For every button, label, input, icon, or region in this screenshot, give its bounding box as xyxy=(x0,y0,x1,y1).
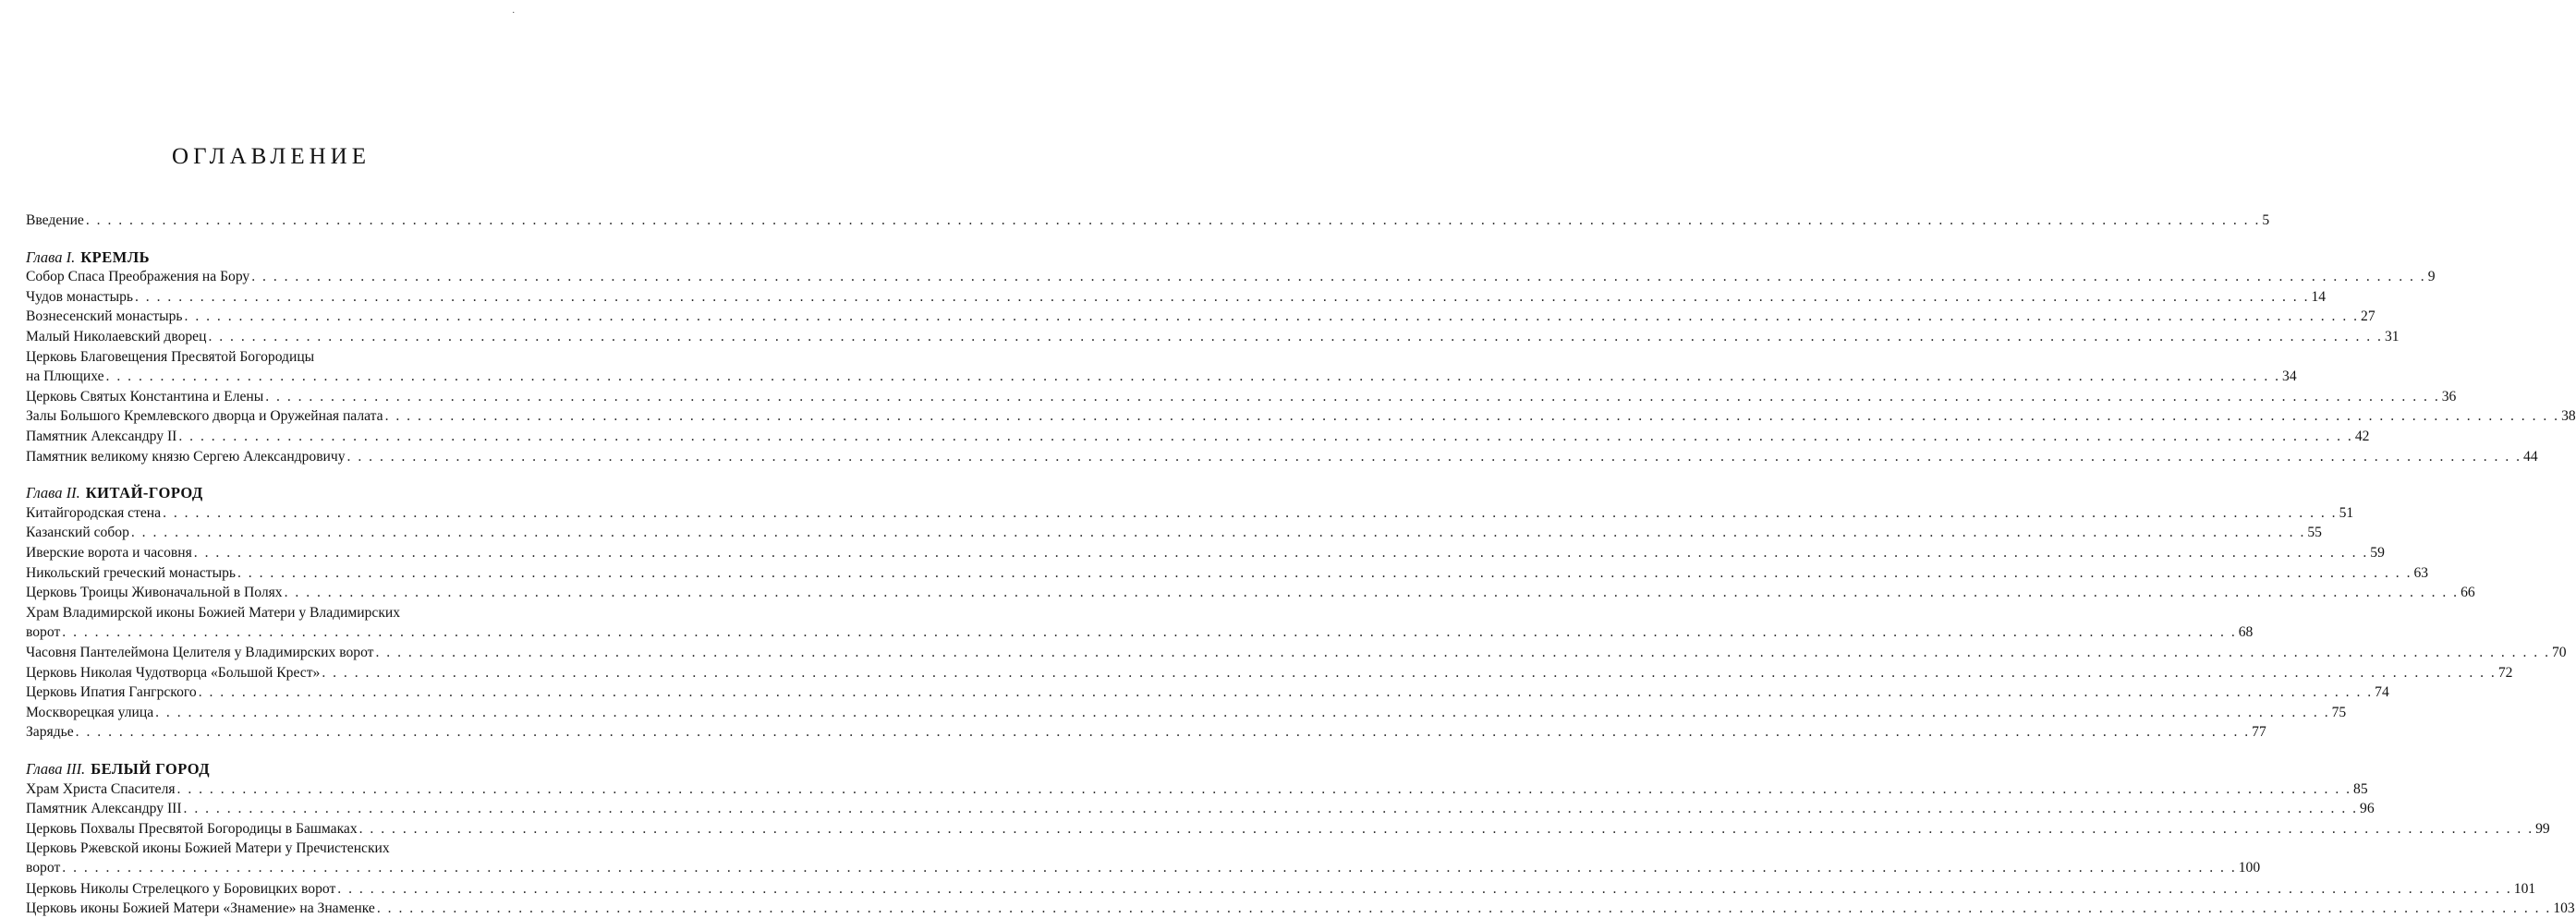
toc-entry-title-line: Церковь Благовещения Пресвятой Богородицы xyxy=(26,348,315,365)
toc-entry-title-line: Церковь Ржевской иконы Божией Матери у Пречистенских xyxy=(26,840,390,857)
chapter-name: КРЕМЛЬ xyxy=(80,248,151,266)
toc-entry-title: Церковь Святых Константина и Елены xyxy=(26,388,264,405)
dot-leader: . . . . . . . . . . . . . . . . . . . . . . . . . . . . . . . . . . . . . . . . . . . . . . . . . . . . . . . . . . . . . . . . . . . . . . . . . . . . . . . . . . . . . . . . . . . . . . . . . . . . . . . . . . . . . . . . . . . . . . . . . . . . . . . . . . . . . . . . . . . . . . . . . . . . . . . . . . . . . . . . . . . . . . . . . . . . . . . . . . . . . . . . . . . . . . . . . . . . . . . . xyxy=(183,801,2359,817)
dot-leader: . . . . . . . . . . . . . . . . . . . . . . . . . . . . . . . . . . . . . . . . . . . . . . . . . . . . . . . . . . . . . . . . . . . . . . . . . . . . . . . . . . . . . . . . . . . . . . . . . . . . . . . . . . . . . . . . . . . . . . . . . . . . . . . . . . . . . . . . . . . . . . . . . . . . . . . . . . . . . . . . . . . . . . . . . . . . . . . . . . . . . . . . . . . . . . . . . . . . . . . . xyxy=(265,388,2440,405)
toc-entry-row xyxy=(26,663,2513,682)
toc-entry[interactable] xyxy=(26,603,2254,642)
toc-entry[interactable] xyxy=(26,643,2567,662)
toc-entry[interactable] xyxy=(26,703,2347,722)
dot-leader: . . . . . . . . . . . . . . . . . . . . . . . . . . . . . . . . . . . . . . . . . . . . . . . . . . . . . . . . . . . . . . . . . . . . . . . . . . . . . . . . . . . . . . . . . . . . . . . . . . . . . . . . . . . . . . . . . . . . . . . . . . . . . . . . . . . . . . . . . . . . . . . . . . . . . . . . . . . . . . . . . . . . . . . . . . . . . . . . . . . . . . . . . . . . . . . . . . . . . . . . xyxy=(208,329,2383,344)
toc-entry[interactable] xyxy=(26,722,2266,742)
toc-entry-row xyxy=(26,287,2327,307)
toc-entry-title: Казанский собор xyxy=(26,525,129,541)
toc-entry-page-number: 70 xyxy=(2551,645,2567,660)
toc-entry-row xyxy=(26,703,2347,722)
toc-entry-page-number: 5 xyxy=(2262,212,2270,228)
toc-entry-row xyxy=(26,543,2385,562)
toc-entry-row xyxy=(26,523,2322,542)
toc-entry[interactable] xyxy=(26,307,2376,326)
toc-entry-page-number: 42 xyxy=(2354,429,2370,444)
dot-leader: . . . . . . . . . . . . . . . . . . . . . . . . . . . . . . . . . . . . . . . . . . . . . . . . . . . . . . . . . . . . . . . . . . . . . . . . . . . . . . . . . . . . . . . . . . . . . . . . . . . . . . . . . . . . . . . . . . . . . . . . . . . . . . . . . . . . . . . . . . . . . . . . . . . . . . . . . . . . . . . . . . . . . . . . . . . . . . . . . . . . . . . . . . . . . . . . . . . . . . . . xyxy=(251,269,2426,285)
dot-leader: . . . . . . . . . . . . . . . . . . . . . . . . . . . . . . . . . . . . . . . . . . . . . . . . . . . . . . . . . . . . . . . . . . . . . . . . . . . . . . . . . . . . . . . . . . . . . . . . . . . . . . . . . . . . . . . . . . . . . . . . . . . . . . . . . . . . . . . . . . . . . . . . . . . . . . . . . . . . . . . . . . . . . . . . . . . . . . . . . . . . . . . . . . . . . . . . . . . . . . . . xyxy=(237,564,2412,581)
toc-entry-title: Церковь Ипатия Гангрского xyxy=(26,684,197,701)
toc-entry-row xyxy=(26,622,2254,642)
chapter-number: Глава II. xyxy=(26,484,80,502)
chapter-name: КИТАЙ-ГОРОД xyxy=(85,484,203,502)
toc-entry-row xyxy=(26,503,2354,523)
toc-entry-title: ворот xyxy=(26,860,61,876)
toc-entry-row xyxy=(26,682,2389,702)
dot-leader: . . . . . . . . . . . . . . . . . . . . . . . . . . . . . . . . . . . . . . . . . . . . . . . . . . . . . . . . . . . . . . . . . . . . . . . . . . . . . . . . . . . . . . . . . . . . . . . . . . . . . . . . . . . . . . . . . . . . . . . . . . . . . . . . . . . . . . . . . . . . . . . . . . . . . . . . . . . . . . . . . . . . . . . . . . . . . . . . . . . . . . . . . . . . . . . . . . . . . . . . xyxy=(184,308,2360,325)
dot-leader: . . . . . . . . . . . . . . . . . . . . . . . . . . . . . . . . . . . . . . . . . . . . . . . . . . . . . . . . . . . . . . . . . . . . . . . . . . . . . . . . . . . . . . . . . . . . . . . . . . . . . . . . . . . . . . . . . . . . . . . . . . . . . . . . . . . . . . . . . . . . . . . . . . . . . . . . . . . . . . . . . . . . . . . . . . . . . . . . . . . . . . . . . . . . . . . . . . . . . . . . xyxy=(176,780,2352,797)
toc-entry-row xyxy=(26,267,2436,286)
toc-entry-title: Москворецкая улица xyxy=(26,704,154,720)
toc-entry-title: Зарядье xyxy=(26,724,74,741)
toc-entry-page-number: 31 xyxy=(2384,329,2400,344)
toc-entry[interactable] xyxy=(26,819,2550,839)
toc-entry-title: Церковь Николая Чудотворца «Большой Крест» xyxy=(26,664,321,681)
toc-entry-page-number: 27 xyxy=(2361,308,2376,325)
toc-entry-page-number: 55 xyxy=(2307,525,2322,541)
toc-entry-title: Чудов монастырь xyxy=(26,288,133,305)
toc-entry[interactable] xyxy=(26,839,2261,877)
toc-entry-title-line: Храм Владимирской иконы Божией Матери у Владимирских xyxy=(26,604,401,621)
toc-entry[interactable] xyxy=(26,543,2385,562)
toc-entry-title: на Плющихе xyxy=(26,368,104,384)
toc-entry-row xyxy=(26,899,2575,918)
page-mark: . xyxy=(512,6,515,16)
dot-leader: . . . . . . . . . . . . . . . . . . . . . . . . . . . . . . . . . . . . . . . . . . . . . . . . . . . . . . . . . . . . . . . . . . . . . . . . . . . . . . . . . . . . . . . . . . . . . . . . . . . . . . . . . . . . . . . . . . . . . . . . . . . . . . . . . . . . . . . . . . . . . . . . . . . . . . . . . . . . . . . . . . . . . . . . . . . . . . . . . . . . . . . . . . . . . . . . . . . . . . . . xyxy=(346,448,2522,465)
dot-leader: . . . . . . . . . . . . . . . . . . . . . . . . . . . . . . . . . . . . . . . . . . . . . . . . . . . . . . . . . . . . . . . . . . . . . . . . . . . . . . . . . . . . . . . . . . . . . . . . . . . . . . . . . . . . . . . . . . . . . . . . . . . . . . . . . . . . . . . . . . . . . . . . . . . . . . . . . . . . . . . . . . . . . . . . . . . . . . . . . . . . . . . . . . . . . . . . . . . . . . . . xyxy=(85,212,2261,228)
toc-entry-title: Никольский греческий монастырь xyxy=(26,564,236,581)
toc-entry-page-number: 44 xyxy=(2523,448,2538,465)
toc-entry-row xyxy=(26,447,2538,466)
dot-leader: . . . . . . . . . . . . . . . . . . . . . . . . . . . . . . . . . . . . . . . . . . . . . . . . . . . . . . . . . . . . . . . . . . . . . . . . . . . . . . . . . . . . . . . . . . . . . . . . . . . . . . . . . . . . . . . . . . . . . . . . . . . . . . . . . . . . . . . . . . . . . . . . . . . . . . . . . . . . . . . . . . . . . . . . . . . . . . . . . . . . . . . . . . . . . . . . . . . . . . . . xyxy=(337,880,2512,897)
toc-entry-page-number: 100 xyxy=(2238,860,2261,876)
dot-leader: . . . . . . . . . . . . . . . . . . . . . . . . . . . . . . . . . . . . . . . . . . . . . . . . . . . . . . . . . . . . . . . . . . . . . . . . . . . . . . . . . . . . . . . . . . . . . . . . . . . . . . . . . . . . . . . . . . . . . . . . . . . . . . . . . . . . . . . . . . . . . . . . . . . . . . . . . . . . . . . . . . . . . . . . . . . . . . . . . . . . . . . . . . . . . . . . . . . . . . . . xyxy=(105,368,2281,384)
toc-entry-page-number: 38 xyxy=(2561,408,2576,425)
toc-entry[interactable] xyxy=(26,879,2536,899)
toc-entry-row xyxy=(26,583,2475,602)
toc-entry-page-number: 85 xyxy=(2353,780,2368,797)
toc-entry-title: Церковь Похвалы Пресвятой Богородицы в Башмаках xyxy=(26,820,358,837)
toc-entry[interactable] xyxy=(26,287,2327,307)
chapter-heading[interactable] xyxy=(26,759,517,779)
dot-leader: . . . . . . . . . . . . . . . . . . . . . . . . . . . . . . . . . . . . . . . . . . . . . . . . . . . . . . . . . . . . . . . . . . . . . . . . . . . . . . . . . . . . . . . . . . . . . . . . . . . . . . . . . . . . . . . . . . . . . . . . . . . . . . . . . . . . . . . . . . . . . . . . . . . . . . . . . . . . . . . . . . . . . . . . . . . . . . . . . . . . . . . . . . . . . . . . . . . . . . . . xyxy=(376,900,2552,917)
toc-entry[interactable] xyxy=(26,523,2322,542)
dot-leader: . . . . . . . . . . . . . . . . . . . . . . . . . . . . . . . . . . . . . . . . . . . . . . . . . . . . . . . . . . . . . . . . . . . . . . . . . . . . . . . . . . . . . . . . . . . . . . . . . . . . . . . . . . . . . . . . . . . . . . . . . . . . . . . . . . . . . . . . . . . . . . . . . . . . . . . . . . . . . . . . . . . . . . . . . . . . . . . . . . . . . . . . . . . . . . . . . . . . . . . . xyxy=(384,408,2560,425)
toc-entry-row xyxy=(26,427,2370,446)
toc-entry-page-number: 36 xyxy=(2441,388,2457,405)
dot-leader: . . . . . . . . . . . . . . . . . . . . . . . . . . . . . . . . . . . . . . . . . . . . . . . . . . . . . . . . . . . . . . . . . . . . . . . . . . . . . . . . . . . . . . . . . . . . . . . . . . . . . . . . . . . . . . . . . . . . . . . . . . . . . . . . . . . . . . . . . . . . . . . . . . . . . . . . . . . . . . . . . . . . . . . . . . . . . . . . . . . . . . . . . . . . . . . . . . . . . . . . xyxy=(62,860,2237,876)
chapter-heading[interactable] xyxy=(26,483,517,502)
toc-entry-row xyxy=(26,367,2297,386)
toc-entry-title: Церковь Троицы Живоначальной в Полях xyxy=(26,585,283,601)
toc-entry-page-number: 68 xyxy=(2238,623,2254,640)
dot-leader: . . . . . . . . . . . . . . . . . . . . . . . . . . . . . . . . . . . . . . . . . . . . . . . . . . . . . . . . . . . . . . . . . . . . . . . . . . . . . . . . . . . . . . . . . . . . . . . . . . . . . . . . . . . . . . . . . . . . . . . . . . . . . . . . . . . . . . . . . . . . . . . . . . . . . . . . . . . . . . . . . . . . . . . . . . . . . . . . . . . . . . . . . . . . . . . . . . . . . . . . xyxy=(62,623,2237,640)
chapter-heading[interactable] xyxy=(26,248,517,267)
toc-entry-title: Китайгородская стена xyxy=(26,504,162,521)
toc-entry-title: Церковь иконы Божией Матери «Знамение» на Знаменке xyxy=(26,900,375,917)
toc-entry-title: Часовня Пантелеймона Целителя у Владимирских ворот xyxy=(26,645,374,660)
dot-leader: . . . . . . . . . . . . . . . . . . . . . . . . . . . . . . . . . . . . . . . . . . . . . . . . . . . . . . . . . . . . . . . . . . . . . . . . . . . . . . . . . . . . . . . . . . . . . . . . . . . . . . . . . . . . . . . . . . . . . . . . . . . . . . . . . . . . . . . . . . . . . . . . . . . . . . . . . . . . . . . . . . . . . . . . . . . . . . . . . . . . . . . . . . . . . . . . . . . . . . . . xyxy=(322,664,2497,681)
toc-entry-title: Памятник Александру II xyxy=(26,429,177,444)
toc-entry-page-number: 77 xyxy=(2252,724,2266,741)
toc-entry-intro[interactable] xyxy=(26,211,2270,230)
toc-entry-page-number: 96 xyxy=(2360,801,2375,817)
chapter-name: БЕЛЫЙ ГОРОД xyxy=(91,760,211,778)
toc-entry[interactable] xyxy=(26,682,2389,702)
toc-entry[interactable] xyxy=(26,387,2457,406)
toc-entry-page-number: 14 xyxy=(2311,288,2327,305)
dot-leader: . . . . . . . . . . . . . . . . . . . . . . . . . . . . . . . . . . . . . . . . . . . . . . . . . . . . . . . . . . . . . . . . . . . . . . . . . . . . . . . . . . . . . . . . . . . . . . . . . . . . . . . . . . . . . . . . . . . . . . . . . . . . . . . . . . . . . . . . . . . . . . . . . . . . . . . . . . . . . . . . . . . . . . . . . . . . . . . . . . . . . . . . . . . . . . . . . . . . . . . . xyxy=(75,724,2251,741)
toc-entry-row xyxy=(26,722,2266,742)
toc-entry-page-number: 72 xyxy=(2497,664,2513,681)
toc-entry-title: Памятник великому князю Сергею Александровичу xyxy=(26,448,346,465)
dot-leader: . . . . . . . . . . . . . . . . . . . . . . . . . . . . . . . . . . . . . . . . . . . . . . . . . . . . . . . . . . . . . . . . . . . . . . . . . . . . . . . . . . . . . . . . . . . . . . . . . . . . . . . . . . . . . . . . . . . . . . . . . . . . . . . . . . . . . . . . . . . . . . . . . . . . . . . . . . . . . . . . . . . . . . . . . . . . . . . . . . . . . . . . . . . . . . . . . . . . . . . . xyxy=(193,545,2369,561)
dot-leader: . . . . . . . . . . . . . . . . . . . . . . . . . . . . . . . . . . . . . . . . . . . . . . . . . . . . . . . . . . . . . . . . . . . . . . . . . . . . . . . . . . . . . . . . . . . . . . . . . . . . . . . . . . . . . . . . . . . . . . . . . . . . . . . . . . . . . . . . . . . . . . . . . . . . . . . . . . . . . . . . . . . . . . . . . . . . . . . . . . . . . . . . . . . . . . . . . . . . . . . . xyxy=(284,585,2460,601)
page-title: ОГЛАВЛЕНИЕ xyxy=(172,144,371,169)
toc-entry[interactable] xyxy=(26,406,2576,426)
dot-leader: . . . . . . . . . . . . . . . . . . . . . . . . . . . . . . . . . . . . . . . . . . . . . . . . . . . . . . . . . . . . . . . . . . . . . . . . . . . . . . . . . . . . . . . . . . . . . . . . . . . . . . . . . . . . . . . . . . . . . . . . . . . . . . . . . . . . . . . . . . . . . . . . . . . . . . . . . . . . . . . . . . . . . . . . . . . . . . . . . . . . . . . . . . . . . . . . . . . . . . . . xyxy=(135,288,2310,305)
toc-entry-title: Храм Христа Спасителя xyxy=(26,780,176,797)
toc-entry[interactable] xyxy=(26,663,2513,682)
dot-leader: . . . . . . . . . . . . . . . . . . . . . . . . . . . . . . . . . . . . . . . . . . . . . . . . . . . . . . . . . . . . . . . . . . . . . . . . . . . . . . . . . . . . . . . . . . . . . . . . . . . . . . . . . . . . . . . . . . . . . . . . . . . . . . . . . . . . . . . . . . . . . . . . . . . . . . . . . . . . . . . . . . . . . . . . . . . . . . . . . . . . . . . . . . . . . . . . . . . . . . . . xyxy=(163,504,2338,521)
toc-entry-row xyxy=(26,563,2429,583)
toc-entry-page-number: 101 xyxy=(2513,880,2536,897)
toc-entry-row xyxy=(26,779,2368,799)
dot-leader: . . . . . . . . . . . . . . . . . . . . . . . . . . . . . . . . . . . . . . . . . . . . . . . . . . . . . . . . . . . . . . . . . . . . . . . . . . . . . . . . . . . . . . . . . . . . . . . . . . . . . . . . . . . . . . . . . . . . . . . . . . . . . . . . . . . . . . . . . . . . . . . . . . . . . . . . . . . . . . . . . . . . . . . . . . . . . . . . . . . . . . . . . . . . . . . . . . . . . . . . xyxy=(198,684,2374,701)
toc-entry-page-number: 59 xyxy=(2370,545,2385,561)
toc-entry[interactable] xyxy=(26,447,2538,466)
toc-entry[interactable] xyxy=(26,503,2354,523)
toc-entry-row xyxy=(26,858,2261,877)
dot-leader: . . . . . . . . . . . . . . . . . . . . . . . . . . . . . . . . . . . . . . . . . . . . . . . . . . . . . . . . . . . . . . . . . . . . . . . . . . . . . . . . . . . . . . . . . . . . . . . . . . . . . . . . . . . . . . . . . . . . . . . . . . . . . . . . . . . . . . . . . . . . . . . . . . . . . . . . . . . . . . . . . . . . . . . . . . . . . . . . . . . . . . . . . . . . . . . . . . . . . . . . xyxy=(178,429,2353,444)
toc-entry-row xyxy=(26,327,2400,346)
toc-entry-page-number: 9 xyxy=(2427,269,2436,285)
toc-entry-row xyxy=(26,799,2375,818)
toc-entry[interactable] xyxy=(26,563,2429,583)
dot-leader: . . . . . . . . . . . . . . . . . . . . . . . . . . . . . . . . . . . . . . . . . . . . . . . . . . . . . . . . . . . . . . . . . . . . . . . . . . . . . . . . . . . . . . . . . . . . . . . . . . . . . . . . . . . . . . . . . . . . . . . . . . . . . . . . . . . . . . . . . . . . . . . . . . . . . . . . . . . . . . . . . . . . . . . . . . . . . . . . . . . . . . . . . . . . . . . . . . . . . . . . xyxy=(130,525,2306,541)
toc-entry-title: Собор Спаса Преображения на Бору xyxy=(26,269,250,285)
toc-entry-page-number: 103 xyxy=(2553,900,2575,917)
toc-entry-page-number: 63 xyxy=(2413,564,2429,581)
dot-leader: . . . . . . . . . . . . . . . . . . . . . . . . . . . . . . . . . . . . . . . . . . . . . . . . . . . . . . . . . . . . . . . . . . . . . . . . . . . . . . . . . . . . . . . . . . . . . . . . . . . . . . . . . . . . . . . . . . . . . . . . . . . . . . . . . . . . . . . . . . . . . . . . . . . . . . . . . . . . . . . . . . . . . . . . . . . . . . . . . . . . . . . . . . . . . . . . . . . . . . . . xyxy=(358,820,2534,837)
toc-entry[interactable] xyxy=(26,583,2475,602)
toc-entry[interactable] xyxy=(26,799,2375,818)
toc-entry-page-number: 99 xyxy=(2535,820,2550,837)
toc-entry-title: Введение xyxy=(26,212,84,228)
toc-entry-page-number: 75 xyxy=(2331,704,2347,720)
toc-entry-page-number: 51 xyxy=(2339,504,2354,521)
dot-leader: . . . . . . . . . . . . . . . . . . . . . . . . . . . . . . . . . . . . . . . . . . . . . . . . . . . . . . . . . . . . . . . . . . . . . . . . . . . . . . . . . . . . . . . . . . . . . . . . . . . . . . . . . . . . . . . . . . . . . . . . . . . . . . . . . . . . . . . . . . . . . . . . . . . . . . . . . . . . . . . . . . . . . . . . . . . . . . . . . . . . . . . . . . . . . . . . . . . . . . . . xyxy=(375,645,2550,660)
toc-entry-row xyxy=(26,819,2550,839)
toc-entry-page-number: 74 xyxy=(2375,684,2389,701)
toc-entry-title: ворот xyxy=(26,623,61,640)
toc-entry-page-number: 34 xyxy=(2282,368,2297,384)
dot-leader: . . . . . . . . . . . . . . . . . . . . . . . . . . . . . . . . . . . . . . . . . . . . . . . . . . . . . . . . . . . . . . . . . . . . . . . . . . . . . . . . . . . . . . . . . . . . . . . . . . . . . . . . . . . . . . . . . . . . . . . . . . . . . . . . . . . . . . . . . . . . . . . . . . . . . . . . . . . . . . . . . . . . . . . . . . . . . . . . . . . . . . . . . . . . . . . . . . . . . . . . xyxy=(155,704,2330,720)
toc-entry[interactable] xyxy=(26,327,2400,346)
chapter-number: Глава I. xyxy=(26,248,76,266)
toc-entry-row xyxy=(26,387,2457,406)
toc-entry-title: Иверские ворота и часовня xyxy=(26,545,192,561)
toc-entry-row xyxy=(26,307,2376,326)
toc-entry-row xyxy=(26,406,2576,426)
toc-entry-row xyxy=(26,879,2536,899)
toc-entry[interactable] xyxy=(26,267,2436,286)
toc-entry[interactable] xyxy=(26,899,2575,918)
chapter-number: Глава III. xyxy=(26,760,86,778)
toc-entry[interactable] xyxy=(26,779,2368,799)
toc-entry[interactable] xyxy=(26,347,2297,386)
toc-entry-page-number: 66 xyxy=(2461,585,2475,601)
toc-entry-row xyxy=(26,211,2270,230)
toc-entry-title: Залы Большого Кремлевского дворца и Оружейная палата xyxy=(26,408,383,425)
toc-entry-title: Церковь Николы Стрелецкого у Боровицких ворот xyxy=(26,880,336,897)
toc-entry-title: Памятник Александру III xyxy=(26,801,182,817)
toc-entry-row xyxy=(26,643,2567,662)
toc-entry[interactable] xyxy=(26,427,2370,446)
toc-entry-title: Малый Николаевский дворец xyxy=(26,329,207,344)
toc-entry-title: Вознесенский монастырь xyxy=(26,308,183,325)
